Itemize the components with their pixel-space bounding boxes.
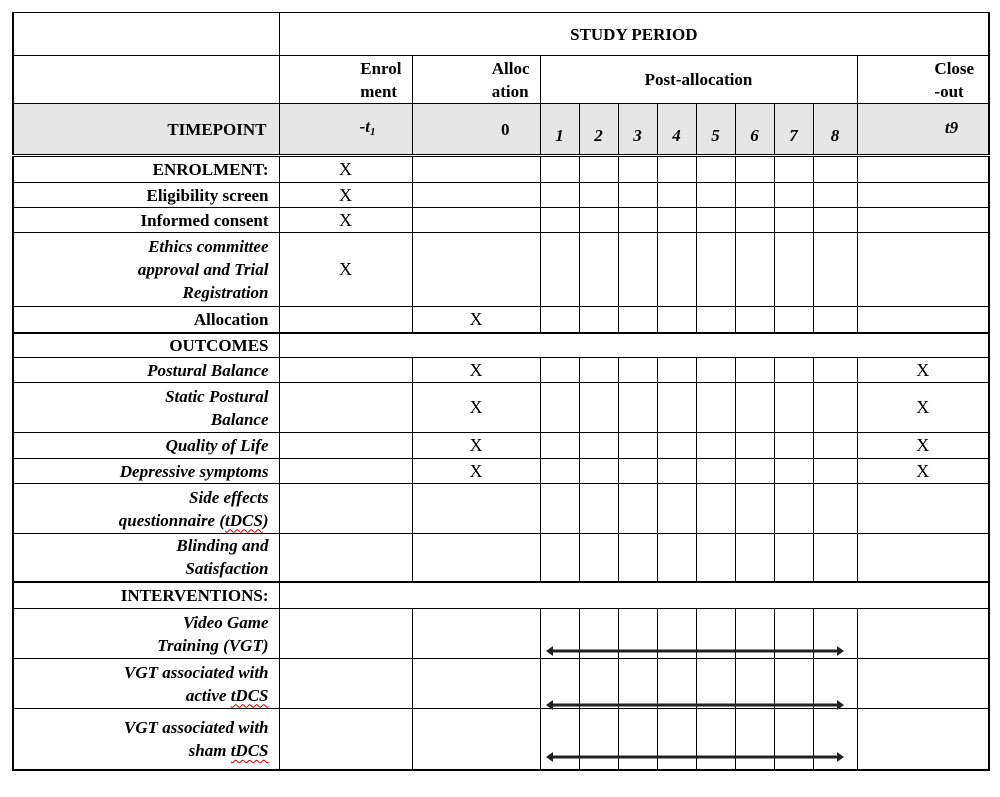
side-effects-row [13,484,989,534]
mark: X [279,156,412,183]
mark: X [412,383,540,433]
blinding-row [13,534,989,582]
sham-tdcs-label: VGT associated with sham tDCS [13,709,279,770]
vgt-row [13,609,989,659]
timepoint-allocation: 0 [412,104,540,156]
timepoint-post-1: 1 [540,104,579,156]
postural-balance-row [13,358,989,383]
mark: X [279,233,412,307]
timepoint-close: t9 [857,104,989,156]
ethics-row [13,233,989,307]
quality-of-life-row [13,433,989,459]
ethics-label: Ethics committee approval and Trial Registration [13,233,279,307]
allocation-row [13,307,989,333]
timepoint-post-6: 6 [735,104,774,156]
side-effects-label: Side effects questionnaire (tDCS) [13,484,279,534]
timepoint-post-7: 7 [774,104,813,156]
mark: X [857,459,989,484]
outcomes-section-row [13,333,989,358]
allocation-phase-heading: Alloc ation [491,58,530,101]
interventions-section-row [13,582,989,609]
depressive-row [13,459,989,484]
consent-label: Informed consent [13,208,279,233]
postural-balance-label: Postural Balance [13,358,279,383]
vgt-label: Video Game Training (VGT) [13,609,279,659]
timepoint-post-2: 2 [579,104,618,156]
active-tdcs-row [13,659,989,709]
sham-tdcs-row [13,709,989,770]
interventions-section-title: INTERVENTIONS: [13,582,279,609]
mark: X [857,433,989,459]
outcomes-section-title: OUTCOMES [13,333,279,358]
mark: X [412,307,540,333]
timepoint-row [13,104,989,156]
mark: X [412,459,540,484]
enrolment-phase-heading: Enrol ment [360,58,402,101]
spirit-schedule-table [12,12,990,771]
timepoint-post-3: 3 [618,104,657,156]
mark: X [857,358,989,383]
quality-of-life-label: Quality of Life [13,433,279,459]
consent-row [13,208,989,233]
mark: X [279,208,412,233]
timepoint-post-5: 5 [696,104,735,156]
study-period-row [13,13,989,56]
mark: X [279,183,412,208]
enrolment-section-row [13,156,989,183]
close-out-heading: Close -out [934,58,975,101]
timepoint-label: TIMEPOINT [13,104,279,156]
allocation-label: Allocation [13,307,279,333]
static-postural-label: Static Postural Balance [13,383,279,433]
eligibility-row [13,183,989,208]
mark: X [412,433,540,459]
eligibility-label: Eligibility screen [13,183,279,208]
timepoint-post-4: 4 [657,104,696,156]
mark: X [857,383,989,433]
depressive-label: Depressive symptoms [13,459,279,484]
active-tdcs-label: VGT associated with active tDCS [13,659,279,709]
blinding-label: Blinding and Satisfaction [13,534,279,582]
post-allocation-heading: Post-allocation [540,56,857,104]
study-period-heading: STUDY PERIOD [279,13,989,56]
mark: X [412,358,540,383]
timepoint-post-8: 8 [813,104,857,156]
enrolment-section-title: ENROLMENT: [13,156,279,183]
phase-header-row [13,56,989,104]
timepoint-enrolment: $-t_1$ [279,104,412,156]
static-postural-row [13,383,989,433]
